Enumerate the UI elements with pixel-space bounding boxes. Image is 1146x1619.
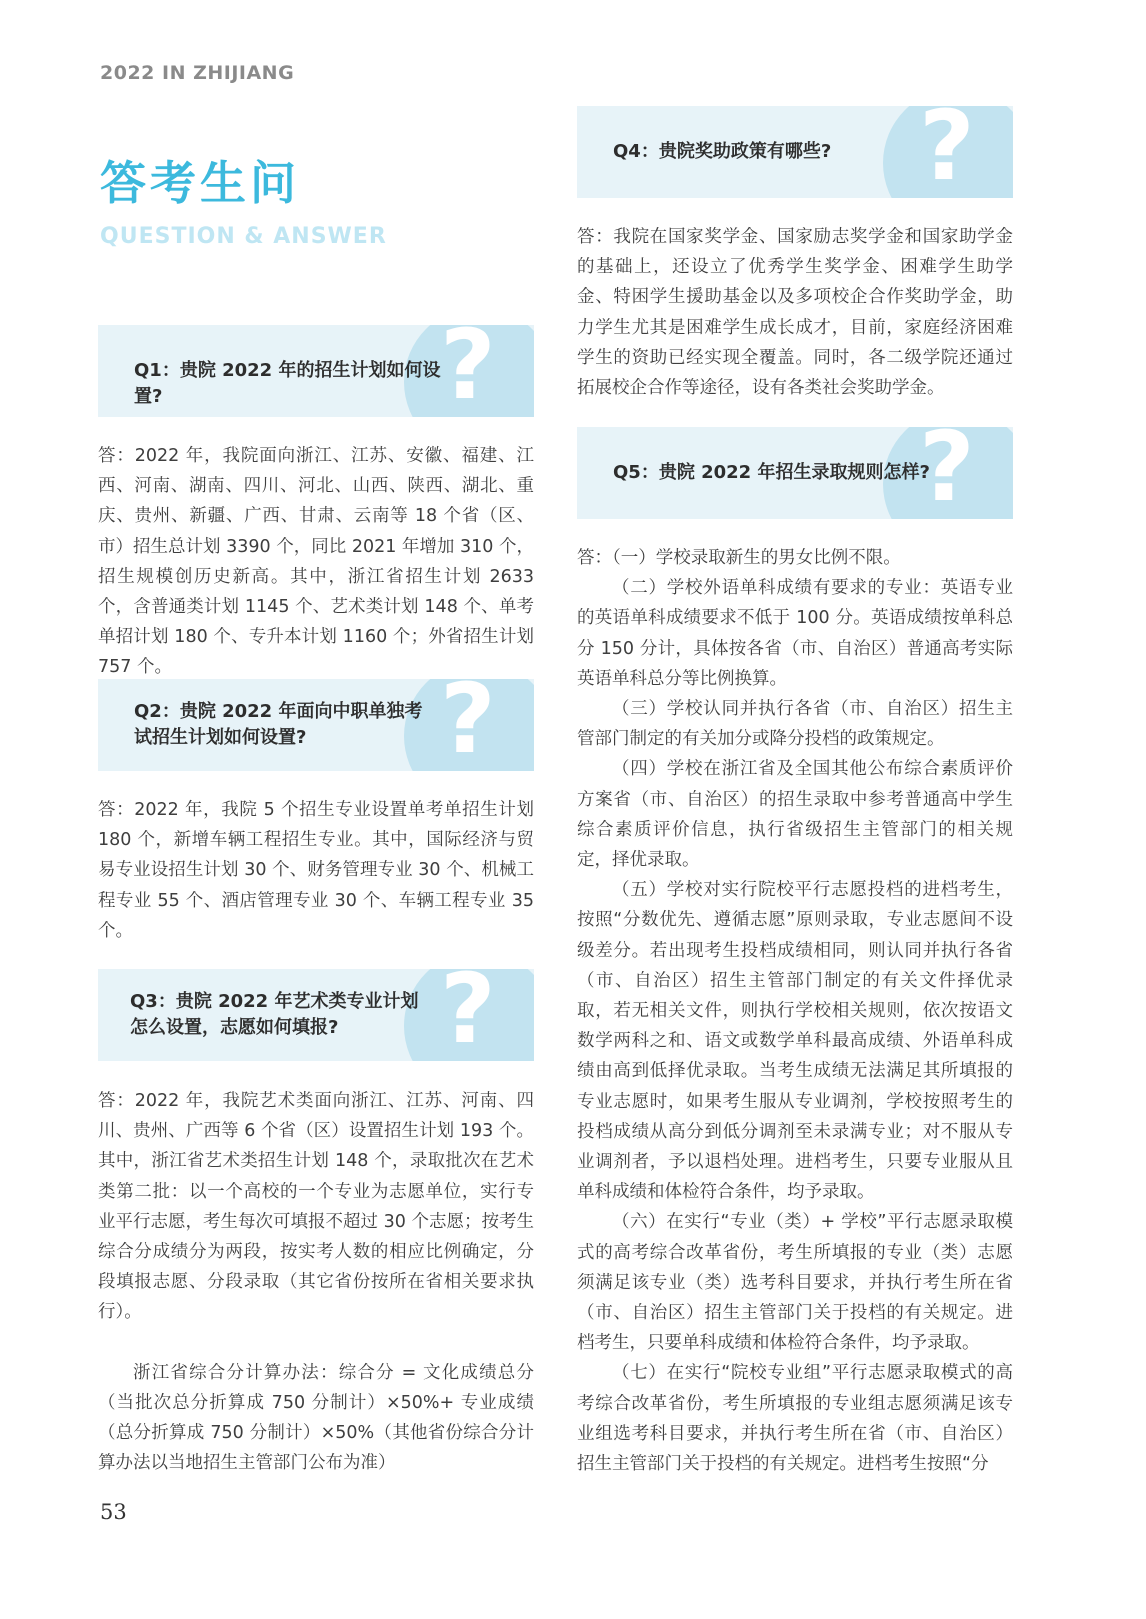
answer-paragraph: （三）学校认同并执行各省（市、自治区）招生主管部门制定的有关加分或降分投档的政策规定。 [577,699,1013,750]
answer-paragraph: 答：2022 年，我院 5 个招生专业设置单考单招生计划 180 个，新增车辆工程招生专业。其中，国际经济与贸易专业设招生计划 30 个、财务管理专业 30 个、机械工程专业 55 个、酒店管理专业 30 个、车辆工程专业 35 个。 [98,800,534,941]
question-box-q1 [98,325,534,417]
question-text: Q3：贵院 2022 年艺术类专业计划怎么设置，志愿如何填报? [130,991,419,1038]
answer-note: 浙江省综合分计算办法：综合分 = 文化成绩总分（当批次总分折算成 750 分制计）×50%+ 专业成绩（总分折算成 750 分制计）×50%（其他省份综合分计算办法以当地招生主管部门公布为准） [98,1362,534,1474]
question-text: Q1：贵院 2022 年的招生计划如何设置? [134,360,441,407]
question-text: Q2：贵院 2022 年面向中职单独考试招生计划如何设置? [134,701,423,748]
question-mark-icon: ? [440,679,496,771]
question-mark-icon: ? [919,106,975,198]
question-box-q2 [98,679,534,771]
question-box-q5 [577,427,1013,519]
answer-q1 [98,441,534,683]
question-mark-icon: ? [440,325,496,417]
answer-paragraph: 答：（一）学校录取新生的男女比例不限。 [577,548,901,568]
answer-paragraph: 答：2022 年，我院面向浙江、江苏、安徽、福建、江西、河南、湖南、四川、河北、山西、陕西、湖北、重庆、贵州、新疆、广西、甘肃、云南等 18 个省（区、市）招生总计划 3390 个，同比 2021 年增加 310 个，招生规模创历史新高。其中，浙江省招生计划 2633 个，含普通类计划 1145 个、艺术类计划 148 个、单考单招计划 180 个、专升本计划 1160 个；外省招生计划 757 个。 [98,446,534,678]
answer-paragraph: （四）学校在浙江省及全国其他公布综合素质评价方案省（市、自治区）的招生录取中参考普通高中学生综合素质评价信息，执行省级招生主管部门的相关规定，择优录取。 [577,759,1013,871]
question-box-q4 [577,106,1013,198]
answer-paragraph: 答：2022 年，我院艺术类面向浙江、江苏、河南、四川、贵州、广西等 6 个省（区）设置招生计划 193 个。其中，浙江省艺术类招生计划 148 个，录取批次在艺术类第二批：以一个高校的一个专业为志愿单位，实行专业平行志愿，考生每次可填报不超过 30 个志愿；按考生综合分成绩分为两段，按实考人数的相应比例确定，分段填报志愿、分段录取（其它省份按所在省相关要求执行）。 [98,1091,534,1323]
question-box-q3 [98,969,534,1061]
answer-q5 [577,543,1013,1479]
answer-paragraph: （七）在实行“院校专业组”平行志愿录取模式的高考综合改革省份，考生所填报的专业组志愿须满足该专业组选考科目要求，并执行考生所在省（市、自治区）招生主管部门关于投档的有关规定。进档考生按照“分 [577,1363,1013,1475]
answer-q3 [98,1086,534,1478]
answer-q2 [98,795,534,946]
answer-paragraph: 答：我院在国家奖学金、国家励志奖学金和国家助学金的基础上，还设立了优秀学生奖学金、困难学生助学金、特困学生援助基金以及多项校企合作奖助学金，助力学生尤其是困难学生成长成才，目前，家庭经济困难学生的资助已经实现全覆盖。同时，各二级学院还通过拓展校企合作等途径，设有各类社会奖助学金。 [577,227,1013,399]
answer-q4 [577,222,1013,403]
section-subtitle: QUESTION & ANSWER [100,224,387,249]
question-text: Q5：贵院 2022 年招生录取规则怎样? [613,462,930,483]
page-number: 53 [100,1500,127,1524]
answer-paragraph: （五）学校对实行院校平行志愿投档的进档考生，按照“分数优先、遵循志愿”原则录取，专业志愿间不设级差分。若出现考生投档成绩相同，则认同并执行各省（市、自治区）招生主管部门制定的有关文件择优录取，若无相关文件，则执行学校相关规则，依次按语文数学两科之和、语文或数学单科最高成绩、外语单科成绩由高到低择优录取。当考生成绩无法满足其所填报的专业志愿时，如果考生服从专业调剂，学校按照考生的投档成绩从高分到低分调剂至未录满专业；对不服从专业调剂者，予以退档处理。进档考生，只要专业服从且单科成绩和体检符合条件，均予录取。 [577,880,1013,1203]
answer-paragraph: （六）在实行“专业（类）+ 学校”平行志愿录取模式的高考综合改革省份，考生所填报的专业（类）志愿须满足该专业（类）选考科目要求，并执行考生所在省（市、自治区）招生主管部门关于投档的有关规定。进档考生，只要单科成绩和体检符合条件，均予录取。 [577,1212,1013,1354]
running-head: 2022 IN ZHIJIANG [100,62,295,84]
answer-paragraph: （二）学校外语单科成绩有要求的专业：英语专业的英语单科成绩要求不低于 100 分。英语成绩按单科总分 150 分计，具体按各省（市、自治区）普通高考实际英语单科总分等比例换算。 [577,578,1013,689]
question-text: Q4：贵院奖助政策有哪些? [613,141,832,162]
question-mark-icon: ? [919,427,975,519]
question-mark-icon: ? [440,969,496,1061]
section-title: 答考生问 [100,156,300,210]
